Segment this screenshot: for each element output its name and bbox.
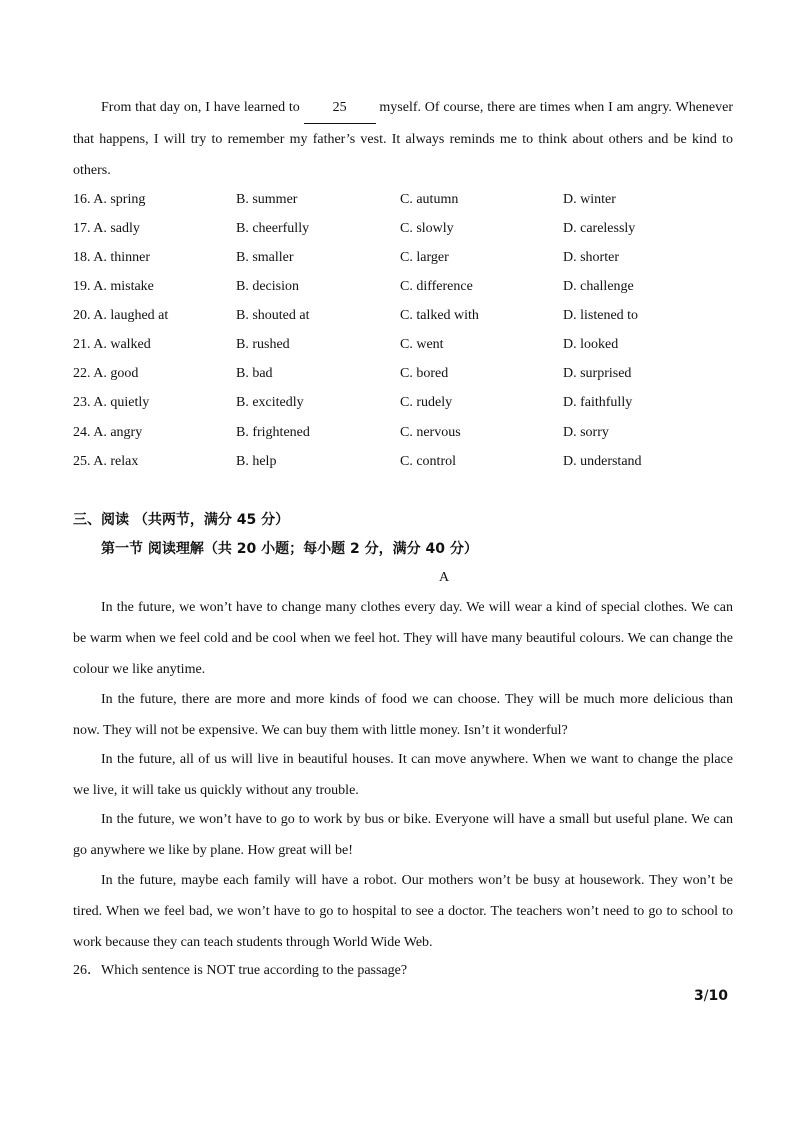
option-c: C. rudely: [400, 395, 453, 410]
paragraph-2: [73, 684, 733, 746]
options-row-22: [73, 359, 733, 388]
option-b: B. frightened: [236, 425, 310, 440]
option-d: D. surprised: [563, 366, 632, 381]
options-row-20: [73, 301, 733, 330]
page-total: 10: [708, 988, 728, 1004]
option-c: C. talked with: [400, 308, 479, 323]
option-c: C. control: [400, 454, 456, 469]
paragraph-text: In the future, maybe each family will have a robot. Our mothers won’t be busy at housework. They won’t be tired. When we feel bad, we won’t have to go to hospital to see a doctor. The teachers won’t need to go to school to work because they can teach students through World Wide Web.: [73, 873, 733, 950]
option-c: C. difference: [400, 279, 473, 294]
section-title: 三、阅读 （共两节，满分 45 分）: [73, 512, 290, 528]
passage-label: A: [438, 570, 450, 585]
paragraph-text: In the future, all of us will live in beautiful houses. It can move anywhere. When we want to change the place we live, it will take us quickly without any trouble.: [73, 752, 733, 798]
option-c: C. slowly: [400, 221, 454, 236]
options-row-17: [73, 214, 733, 243]
option-d: D. sorry: [563, 425, 609, 440]
options-row-19: [73, 272, 733, 301]
option-c: C. nervous: [400, 425, 461, 440]
option-b: B. help: [236, 454, 277, 469]
option-a: 19. A. mistake: [73, 279, 154, 294]
page-number: [694, 988, 728, 1004]
option-a: 25. A. relax: [73, 454, 139, 469]
paragraph-3: [73, 744, 733, 806]
option-d: D. understand: [563, 454, 642, 469]
option-b: B. cheerfully: [236, 221, 310, 236]
option-a: 22. A. good: [73, 366, 139, 381]
options-row-25: [73, 447, 733, 476]
page-separator: /: [703, 988, 709, 1004]
paragraph-5: [73, 865, 733, 958]
option-d: D. faithfully: [563, 395, 633, 410]
option-a: 16. A. spring: [73, 192, 146, 207]
page-current: 3: [694, 988, 704, 1004]
option-b: B. decision: [236, 279, 299, 294]
options-row-18: [73, 243, 733, 272]
option-a: 18. A. thinner: [73, 250, 150, 265]
passage-ending-text-after: myself. Of course, there are times when I am angry. Whenever that happens, I will try to remember my father’s vest. It always reminds me to think about others and be kind to others.: [73, 100, 733, 178]
paragraph-text: In the future, we won’t have to change many clothes every day. We will wear a kind of special clothes. We can be warm when we feel cold and be cool when we feel hot. They will have many beautiful colours. We can change the colour we like anytime.: [73, 600, 733, 677]
option-b: B. rushed: [236, 337, 290, 352]
options-row-16: [73, 185, 733, 214]
option-d: D. looked: [563, 337, 619, 352]
option-b: B. excitedly: [236, 395, 304, 410]
options-row-21: [73, 330, 733, 359]
paragraph-1: [73, 592, 733, 685]
option-d: D. challenge: [563, 279, 634, 294]
paragraph-text: In the future, we won’t have to go to work by bus or bike. Everyone will have a small but useful plane. We can go anywhere we like by plane. How great will be!: [73, 812, 733, 858]
option-d: D. carelessly: [563, 221, 636, 236]
option-a: 23. A. quietly: [73, 395, 150, 410]
option-c: C. autumn: [400, 192, 459, 207]
subsection-title: 第一节 阅读理解（共 20 小题；每小题 2 分，满分 40 分）: [101, 541, 478, 557]
passage-ending: [73, 92, 733, 186]
blank-25: 25: [304, 92, 376, 124]
option-b: B. bad: [236, 366, 273, 381]
option-b: B. shouted at: [236, 308, 310, 323]
option-b: B. smaller: [236, 250, 294, 265]
options-row-23: [73, 388, 733, 417]
option-c: C. larger: [400, 250, 449, 265]
passage-ending-text-before: From that day on, I have learned to: [101, 100, 304, 115]
paragraph-4: [73, 804, 733, 866]
option-c: C. went: [400, 337, 444, 352]
paragraph-text: In the future, there are more and more kinds of food we can choose. They will be much more delicious than now. They will not be expensive. We can buy them with little money. Isn’t it wonderful?: [73, 692, 733, 738]
option-a: 24. A. angry: [73, 425, 143, 440]
option-b: B. summer: [236, 192, 298, 207]
option-c: C. bored: [400, 366, 449, 381]
option-a: 21. A. walked: [73, 337, 151, 352]
option-a: 17. A. sadly: [73, 221, 140, 236]
option-d: D. listened to: [563, 308, 639, 323]
options-row-24: [73, 418, 733, 447]
option-a: 20. A. laughed at: [73, 308, 169, 323]
option-d: D. winter: [563, 192, 616, 207]
option-d: D. shorter: [563, 250, 619, 265]
question-26: 26．Which sentence is NOT true according to the passage?: [73, 963, 408, 978]
